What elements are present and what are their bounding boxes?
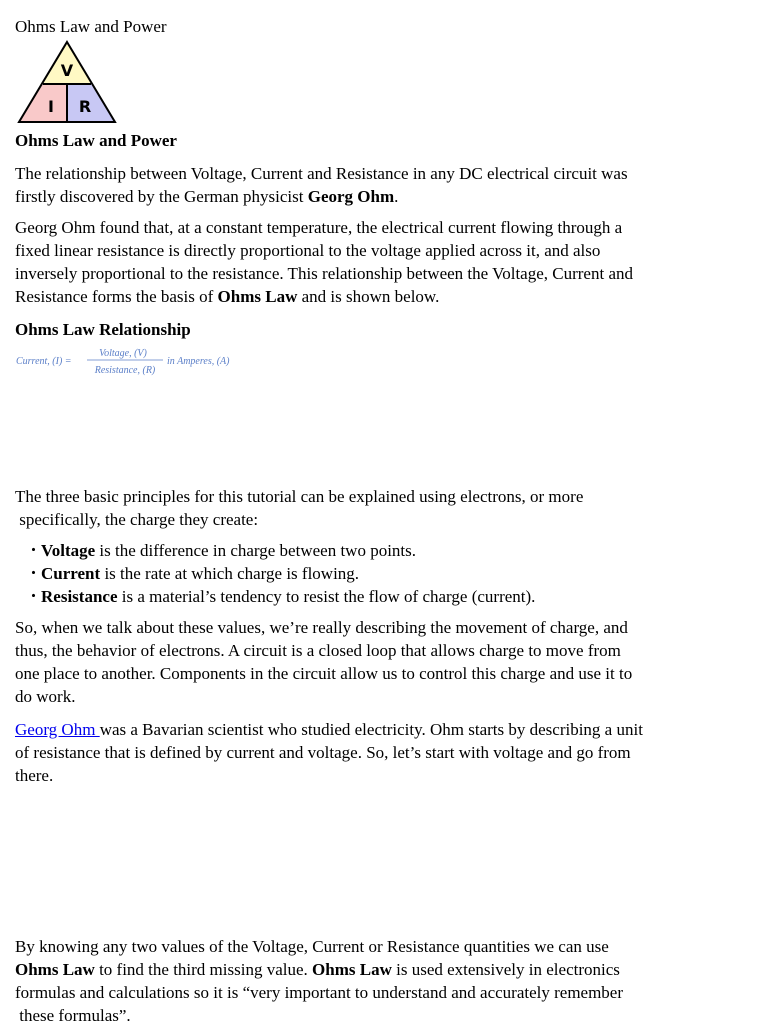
bullet: ・ bbox=[25, 564, 42, 583]
paragraph-georg-ohm-found: Georg Ohm found that, at a constant temperature, the electrical current flowing through a fixed linear resistance is directly proportional to the voltage applied across it, and also inversely proportional to the resistance. This relationship between the Voltage, Current and Resistance forms the basis of Ohms Law and is shown below. bbox=[15, 218, 633, 306]
triangle-left-section bbox=[19, 84, 67, 122]
paragraph-third-value: By knowing any two values of the Voltage, Current or Resistance quantities we can use Ohms Law to find the third missing value. Ohms Law is used extensively in electronics formulas and calculations so it is “very important to understand and accurately remember these formulas”. bbox=[15, 937, 624, 1025]
triangle-label-v: V bbox=[60, 61, 74, 80]
bold-ohms-law: Ohms Law bbox=[217, 287, 298, 306]
list-item: ・Current is the rate at which charge is flowing. bbox=[25, 564, 360, 583]
triangle-label-r: R bbox=[78, 97, 92, 116]
bullet: ・ bbox=[25, 541, 42, 560]
triangle-label-i: I bbox=[48, 97, 54, 116]
ohms-law-triangle bbox=[15, 40, 119, 124]
paragraph-relationship: The relationship between Voltage, Current and Resistance in any DC electrical circuit was firstly discovered by the German physicist Georg Ohm. bbox=[15, 164, 628, 206]
formula-denominator: Resistance, (R) bbox=[94, 365, 156, 376]
section-heading: Ohms Law and Power bbox=[15, 131, 177, 150]
document-page bbox=[15, 15, 753, 1027]
paragraph-charge-movement: So, when we talk about these values, we’re really describing the movement of charge, and thus, the behavior of electrons. A circuit is a closed loop that allows charge to move from one place to another. Components in the circuit allow us to control this charge and use it to do work. bbox=[15, 618, 633, 706]
formula-numerator: Voltage, (V) bbox=[99, 348, 147, 359]
principles-list bbox=[25, 539, 753, 608]
formula-lhs: Current, (I) = bbox=[16, 356, 72, 367]
georg-ohm-link[interactable]: Georg Ohm bbox=[15, 720, 100, 739]
bullet: ・ bbox=[25, 587, 42, 606]
list-item: ・Resistance is a material’s tendency to resist the flow of charge (current). bbox=[25, 587, 536, 606]
paragraph-bavarian-scientist: Georg Ohm was a Bavarian scientist who studied electricity. Ohm starts by describing a unit of resistance that is defined by current and voltage. So, let’s start with voltage and go from there. bbox=[15, 720, 643, 785]
ohms-law-formula bbox=[15, 347, 255, 381]
bold-georg-ohm: Georg Ohm bbox=[307, 187, 395, 206]
formula-unit: in Amperes, (A) bbox=[167, 356, 230, 367]
list-item: ・Voltage is the difference in charge between two points. bbox=[25, 541, 417, 560]
page-title: Ohms Law and Power bbox=[15, 17, 167, 36]
relationship-heading: Ohms Law Relationship bbox=[15, 320, 191, 339]
paragraph-three-principles: The three basic principles for this tutorial can be explained using electrons, or more specifically, the charge they create: bbox=[15, 487, 584, 529]
